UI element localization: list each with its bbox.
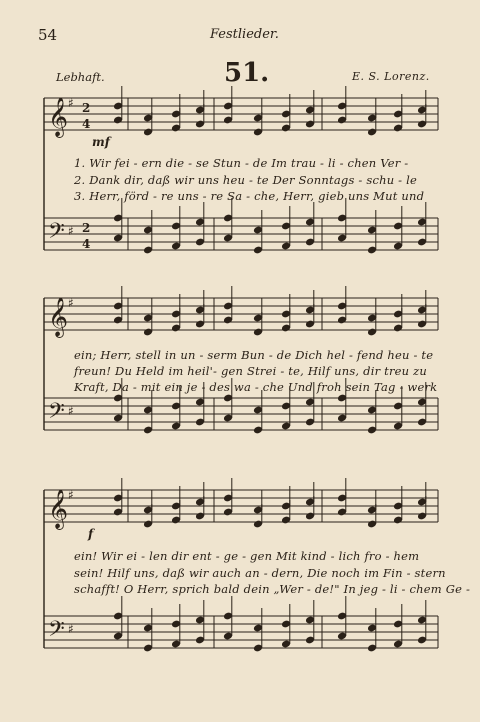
lyric-verse-2-system-3: sein! Hilf uns, daß wir auch an - dern, Die noch im Fin - stern [74, 566, 446, 580]
lyric-verse-2-system-1: 2. Dank dir, daß wir uns heu - te Der Sonntags - schu - le [74, 173, 417, 187]
system-2-bass-clef-icon: 𝄢 [48, 399, 65, 429]
system-1-treble-clef-icon: 𝄞 [48, 97, 69, 137]
system-1-sharp-icon: ♯ [68, 96, 74, 110]
page-number: 54 [38, 26, 58, 44]
system-1-time-sig-bottom: 4 [82, 117, 91, 131]
hymn-number: 51. [224, 58, 270, 88]
lyric-verse-3-system-1: 3. Herr, förd - re uns - re Sa - che, Herr, gieb uns Mut und [74, 189, 425, 203]
system-2-treble-clef-icon: 𝄞 [48, 297, 69, 337]
lyric-verse-3-system-3: schafft! O Herr, sprich bald dein „Wer - de!" In jeg - li - chem Ge - [74, 582, 471, 596]
system-1-bass-clef-icon: 𝄢 [48, 219, 65, 249]
system-3-sharp-icon: ♯ [68, 488, 74, 502]
composer-credit: E. S. Lorenz. [352, 70, 430, 83]
lyric-verse-1-system-2: ein; Herr, stell in un - serm Bun - de Dich hel - fend heu - te [74, 348, 434, 362]
system-1-dynamic-marking: mf [92, 135, 110, 149]
system-2-sharp-icon: ♯ [68, 296, 74, 310]
lyric-verse-3-system-2: Kraft, Da - mit ein je - des wa - che Und froh sein Tag - werk [74, 380, 438, 394]
tempo-marking: Lebhaft. [56, 70, 105, 84]
lyric-verse-1-system-1: 1. Wir fei - ern die - se Stun - de Im trau - li - chen Ver - [74, 156, 409, 170]
system-3-dynamic-marking: f [88, 527, 94, 541]
lyric-verse-2-system-2: freun! Du Held im heil'- gen Strei - te, Hilf uns, dir treu zu [74, 364, 427, 378]
system-3-bass-sharp-icon: ♯ [68, 622, 74, 636]
system-3-treble-clef-icon: 𝄞 [48, 489, 69, 529]
system-1-bass-time-sig-top: 2 [82, 221, 91, 235]
lyric-verse-1-system-3: ein! Wir ei - len dir ent - ge - gen Mit kind - lich fro - hem [74, 549, 420, 563]
system-1-bass-time-sig-bottom: 4 [82, 237, 91, 251]
system-2-bass-sharp-icon: ♯ [68, 404, 74, 418]
running-title: Festlieder. [210, 27, 279, 42]
system-1-time-sig-top: 2 [82, 101, 91, 115]
system-1-bass-sharp-icon: ♯ [68, 224, 74, 238]
system-3-bass-clef-icon: 𝄢 [48, 617, 65, 647]
